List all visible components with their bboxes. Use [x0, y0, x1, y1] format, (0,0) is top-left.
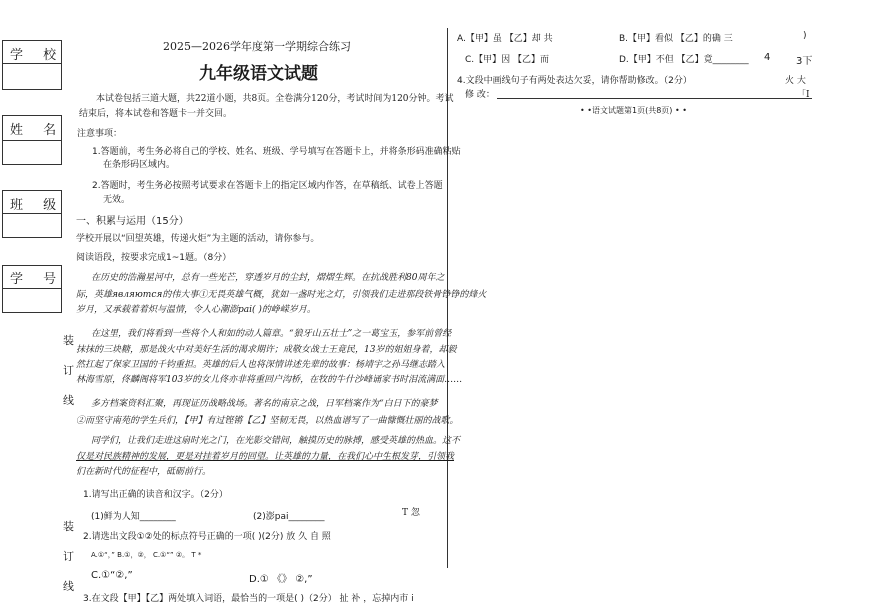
passage-p3-a: 多方档案资料汇聚，再现证历战略战场。著名的南京之战，日军档案作为“白日下的豪梦	[91, 399, 438, 409]
q3-option-a: A.【甲】虽 【乙】却 共	[457, 34, 553, 44]
question-2: 2.请选出文段①②处的标点符号正确的一项( )(2分) 放 久 自 照	[83, 532, 331, 542]
binding-mark-top-1: 装	[63, 334, 74, 347]
passage-p2-c: 然扛起了保家卫国的千钧重担。英雄的后人也将深情讲述先辈的故事：杨靖宇之孙马继志踏入	[76, 360, 446, 370]
question-2-option-d: D.① 《》 ②,”	[249, 574, 313, 585]
name-label: 姓 名	[10, 123, 65, 138]
page-footer: • •语文试题第1页(共8页) • •	[580, 106, 687, 115]
passage-p1-c: 岁月，又承载着着炽与温情，令人心潮澎pai( )的峥嵘岁月。	[76, 305, 316, 315]
passage-p2-a: 在这里，我们将看到一些将个人和如的动人篇章。“狼牙山五壮士”之一葛宝玉，参军前曾经	[91, 329, 452, 339]
binding-mark-bottom-2: 订	[63, 550, 74, 563]
fix-tail: 「I	[797, 90, 810, 100]
question-2-options-row: A.①“，” B.①，②， C.①“” ②。 T *	[91, 551, 202, 559]
q3-option-c: C.【甲】因 【乙】而	[465, 55, 550, 65]
fix-label: 修 改：	[465, 90, 495, 100]
q3-option-d: D.【甲】不但 【乙】竟________	[619, 55, 749, 65]
q3-option-b: B.【甲】看似 【乙】的确 三	[619, 34, 733, 44]
section-1-heading: 一、积累与运用（15分）	[76, 216, 189, 227]
q3-option-d-tail-2: 3下	[796, 56, 813, 67]
section-1-activity: 学校开展以“回望英雄，传递火炬”为主题的活动，请你参与。	[76, 234, 320, 244]
class-label: 班 级	[10, 198, 65, 213]
passage-p3-b: ②而坚守南苑的学生兵们，【甲】有过铿锵【乙】坚韧无畏，以热血谱写了一曲慷慨壮丽的战歌。	[76, 416, 459, 426]
passage-p1-a: 在历史的浩瀚星河中，总有一些光芒，穿透岁月的尘封，熠熠生辉。在抗战胜利80周年之	[91, 273, 445, 283]
notice-item-1a: 1.答题前，考生务必将自己的学校、姓名、班级、学号填写在答题卡上，并将条形码准确粘贴	[92, 147, 461, 157]
exam-title: 九年级语文试题	[199, 64, 318, 84]
question-3: 3.在文段【甲】【乙】两处填入词语，最恰当的一项是( )（2分） 扯 补 ，忘掉内市 i	[83, 594, 414, 604]
passage-p4-b: 仅是对民族精神的发展，更是对挂着岁月的回望。让英雄的力量，在我们心中生根发芽，引领我	[76, 452, 455, 462]
passage-p4-a: 同学们，让我们走进这扇时光之门，在光影交错间，触摸历史的脉搏，感受英雄的热血。这不	[91, 436, 461, 446]
binding-mark-bottom-3: 线	[63, 580, 74, 593]
question-4: 4.文段中画线句子有两处表达欠妥，请你帮助修改。（2分）	[457, 76, 692, 86]
question-2-option-c: C.①“②,”	[91, 570, 133, 581]
question-4-tail: 火 大	[785, 76, 806, 86]
question-1: 1.请写出正确的读音和汉字。（2分）	[83, 490, 228, 500]
notice-item-1b: 在条形码区域内。	[103, 160, 176, 170]
passage-p2-b: 抹抹的三块糖，那是战火中对美好生活的渴求期许；成敬女战士王竟民，13岁的姐姐身着，却毅	[76, 345, 457, 355]
school-label: 学 校	[10, 48, 65, 63]
notice-heading: 注意事项：	[77, 129, 123, 139]
passage-p4-c: 们在新时代的征程中，砥砺前行。	[76, 467, 212, 477]
q3-option-d-tail-1: 4	[764, 52, 771, 63]
passage-p2-d: 林海雪原，佟麟阁将军103岁的女儿佟亦非将重回户沟桥，在牧的牛什沙峰诵家书时泪流满面……	[76, 375, 463, 385]
question-1-right: T 忽	[402, 508, 420, 518]
question-1-b: (2)澎pai________	[253, 512, 325, 522]
intro-line-1: 本试卷包括三道大题，共22道小题，共8页。全卷满分120分，考试时间为120分钟。考试	[96, 94, 454, 104]
student-number-label: 学 号	[10, 272, 65, 287]
notice-item-2b: 无效。	[103, 195, 131, 205]
fix-answer-line[interactable]	[497, 98, 812, 99]
binding-mark-top-2: 订	[63, 364, 74, 377]
intro-line-2: 结束后，将本试卷和答题卡一并交回。	[79, 109, 233, 119]
question-1-a: (1)鲜为人知________	[91, 512, 176, 522]
binding-mark-top-3: 线	[63, 394, 74, 407]
passage-p1-b: 际，英雄являются的伟大事①无畏英雄气概，犹如一盏时光之灯，引领我们走进那段铁骨铮铮的烽火	[76, 290, 487, 300]
exam-subtitle: 2025—2026学年度第一学期综合练习	[163, 40, 351, 53]
binding-mark-bottom-1: 装	[63, 520, 74, 533]
notice-item-2a: 2.答题时，考生务必按照考试要求在答题卡上的指定区域内作答，在草稿纸、试卷上答题	[92, 181, 443, 191]
q3-option-b-end: )	[803, 31, 807, 41]
section-1-reading-tip: 阅读语段，按要求完成1~1题。（8分）	[76, 253, 232, 263]
